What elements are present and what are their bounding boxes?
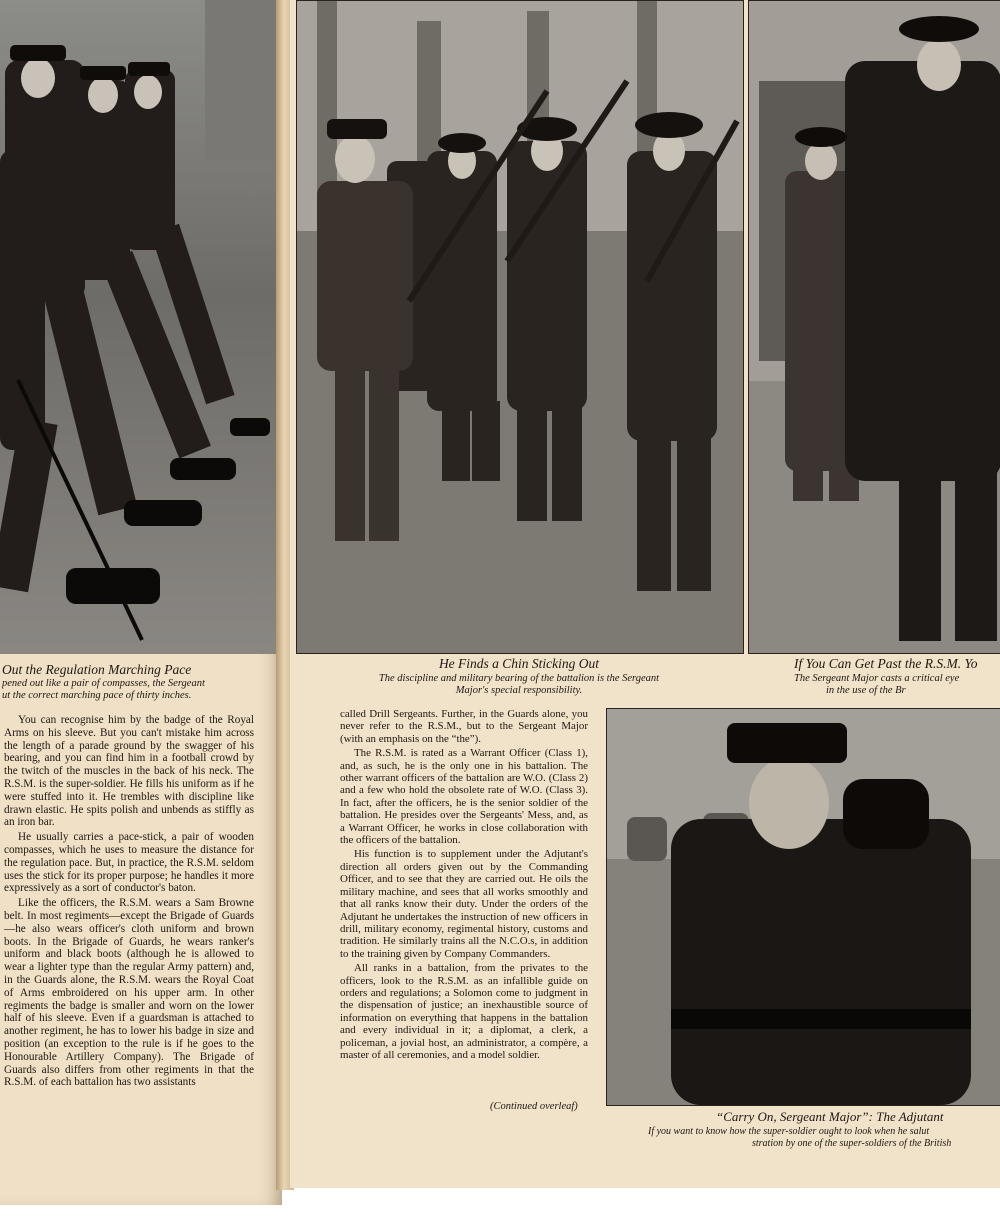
left-photo-caption-line-2: ut the correct marching pace of thirty inches. xyxy=(2,690,192,701)
right-page xyxy=(290,0,1000,1188)
bottom-photo-caption-line-1: If you want to know how the super-soldier ought to look when he salut xyxy=(648,1126,930,1137)
left-photo-caption-line-1: pened out like a pair of compasses, the Sergeant xyxy=(2,678,205,689)
bottom-photo-caption-title: “Carry On, Sergeant Major”: The Adjutant xyxy=(716,1109,944,1124)
center-photo-caption-line-2: Major's special responsibility. xyxy=(455,685,583,696)
center-photo-caption-line-1: The discipline and military bearing of the battalion is the Sergeant xyxy=(378,673,660,684)
article-paragraph: You can recognise him by the badge of the Royal Arms on his sleeve. But you can't mistake him across the length of a parade ground by the swagger of his bearing, and you can find him in a football crowd by the twitch of the muscles in the back of his neck. The R.S.M. is the super-soldier. He fills his uniform as if he were stuffed into it. He trembles with discipline like drawn elastic. He spits polish and unbends as stiffly as an iron bar. xyxy=(4,714,254,829)
article-paragraph: He usually carries a pace-stick, a pair of wooden compasses, which he uses to measure the distance for the regulation pace. But, in practice, the R.S.M. seldom uses the stick for its proper purpose; he handles it more expressively as a sort of conductor's baton. xyxy=(4,831,254,895)
continued-overleaf-note: (Continued overleaf) xyxy=(490,1101,578,1112)
left-page xyxy=(0,0,282,1205)
article-paragraph: called Drill Sergeants. Further, in the Guards alone, you never refer to the R.S.M., but to the Sergeant Major (with an emphasis on the “the”). xyxy=(340,708,588,745)
article-paragraph: Like the officers, the R.S.M. wears a Sam Browne belt. In most regiments—except the Brigade of Guards—he also wears officer's cloth uniform and brown boots. In the Brigade of Guards, he wears ranker's uniform and black boots (although he is allowed to wear a lighter type than the regular Army pattern) and, in the Guards alone, the R.S.M. wears the Royal Coat of Arms embroidered on his upper arm. In other regiments the badge is smaller and worn on the lower half of his sleeve. Even if a guardsman is attached to another regiment, he has to lower his badge in size and position (an exception to the rule is if he goes to the Honourable Artillery Company). The Brigade of Guards also differs from other regiments in that the R.S.M. of each battalion has two assistants xyxy=(4,897,254,1089)
center-article-column xyxy=(340,708,588,1063)
left-article-column xyxy=(4,714,254,1091)
photo-marching-guardsmen xyxy=(0,0,276,654)
right-top-photo-caption-line-2: in the use of the Br xyxy=(826,685,906,696)
photo-sergeant-major-saluting xyxy=(606,708,1000,1106)
left-photo-caption-title: Out the Regulation Marching Pace xyxy=(2,662,192,677)
right-top-photo-caption-line-1: The Sergeant Major casts a critical eye xyxy=(794,673,960,684)
photo-rsm-inspecting-ranks xyxy=(296,0,744,654)
photo-rsm-from-behind xyxy=(748,0,1000,654)
article-paragraph: The R.S.M. is rated as a Warrant Officer (Class 1), and, as such, he is the only one in his battalion. The other warrant officers of the battalion are W.O. (Class 2) and a few who hold the obsolete rate of W.O. (Class 3). In fact, after the officers, he is the senior soldier of the battalion. He presides over the Sergeants' Mess, and, as a Warrant Officer, he works in close collaboration with the officers of the battalion. xyxy=(340,747,588,847)
right-top-photo-caption-title: If You Can Get Past the R.S.M. Yo xyxy=(794,656,978,671)
article-paragraph: All ranks in a battalion, from the privates to the officers, look to the R.S.M. as an infallible guide on orders and regulations; a Solomon come to judgment in the dispensation of justice; an inexhaustible source of information on everything that happens in the battalion and every individual in it; a diplomat, a clerk, a policeman, a jovial host, an administrator, a compère, a master of all ceremonies, and a model soldier. xyxy=(340,962,588,1061)
article-paragraph: His function is to supplement under the Adjutant's direction all orders given out by the Commanding Officer, and to see that they are carried out. He oils the military machine, and sees that all works smoothly and that all ranks know their duty. Under the orders of the Adjutant he undertakes the instruction of new officers in drill, military economy, regimental history, customs and tradition. He similarly trains all the N.C.O.s, in addition to the training given by Company Commanders. xyxy=(340,848,588,960)
center-photo-caption-title: He Finds a Chin Sticking Out xyxy=(438,656,600,671)
bottom-photo-caption-line-2: stration by one of the super-soldiers of the British xyxy=(752,1138,952,1149)
